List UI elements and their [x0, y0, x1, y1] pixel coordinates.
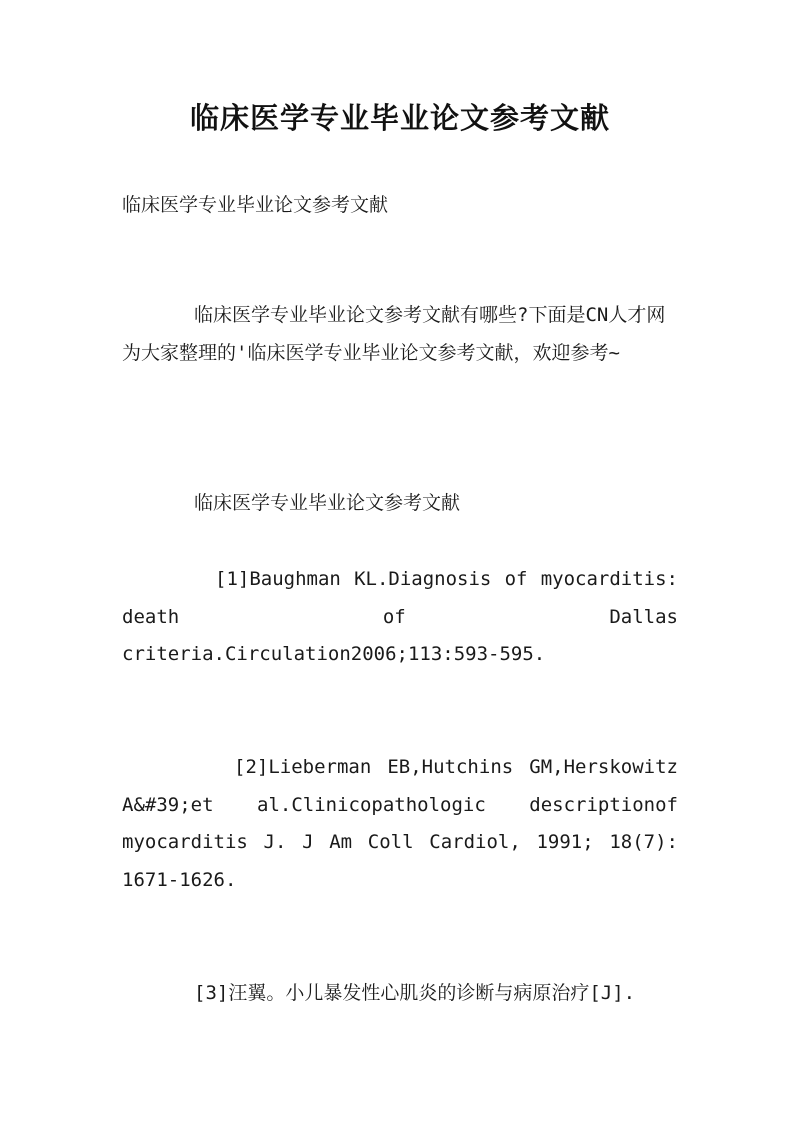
reference-item-2: [2]Lieberman EB,Hutchins GM,Herskowitz A&#39;et al.Clinicopathologic descriptionof myocarditis J. J Am Coll Cardiol, 1991; 18(7): 1671-1626. — [122, 756, 678, 891]
section-heading: 临床医学专业毕业论文参考文献 — [194, 492, 461, 514]
document-title: 临床医学专业毕业论文参考文献 — [189, 101, 610, 135]
document-subtitle: 临床医学专业毕业论文参考文献 — [122, 194, 389, 216]
reference-item-3: [3]汪翼。小儿暴发性心肌炎的诊断与病原治疗[J]. — [194, 982, 636, 1004]
intro-paragraph: 临床医学专业毕业论文参考文献有哪些?下面是CN人才网为大家整理的'临床医学专业毕业论文参考文献，欢迎参考~ — [122, 304, 666, 364]
reference-item-1: [1]Baughman KL.Diagnosis of myocarditis: death of Dallas criteria.Circulation2006;113:593-595. — [122, 568, 678, 665]
